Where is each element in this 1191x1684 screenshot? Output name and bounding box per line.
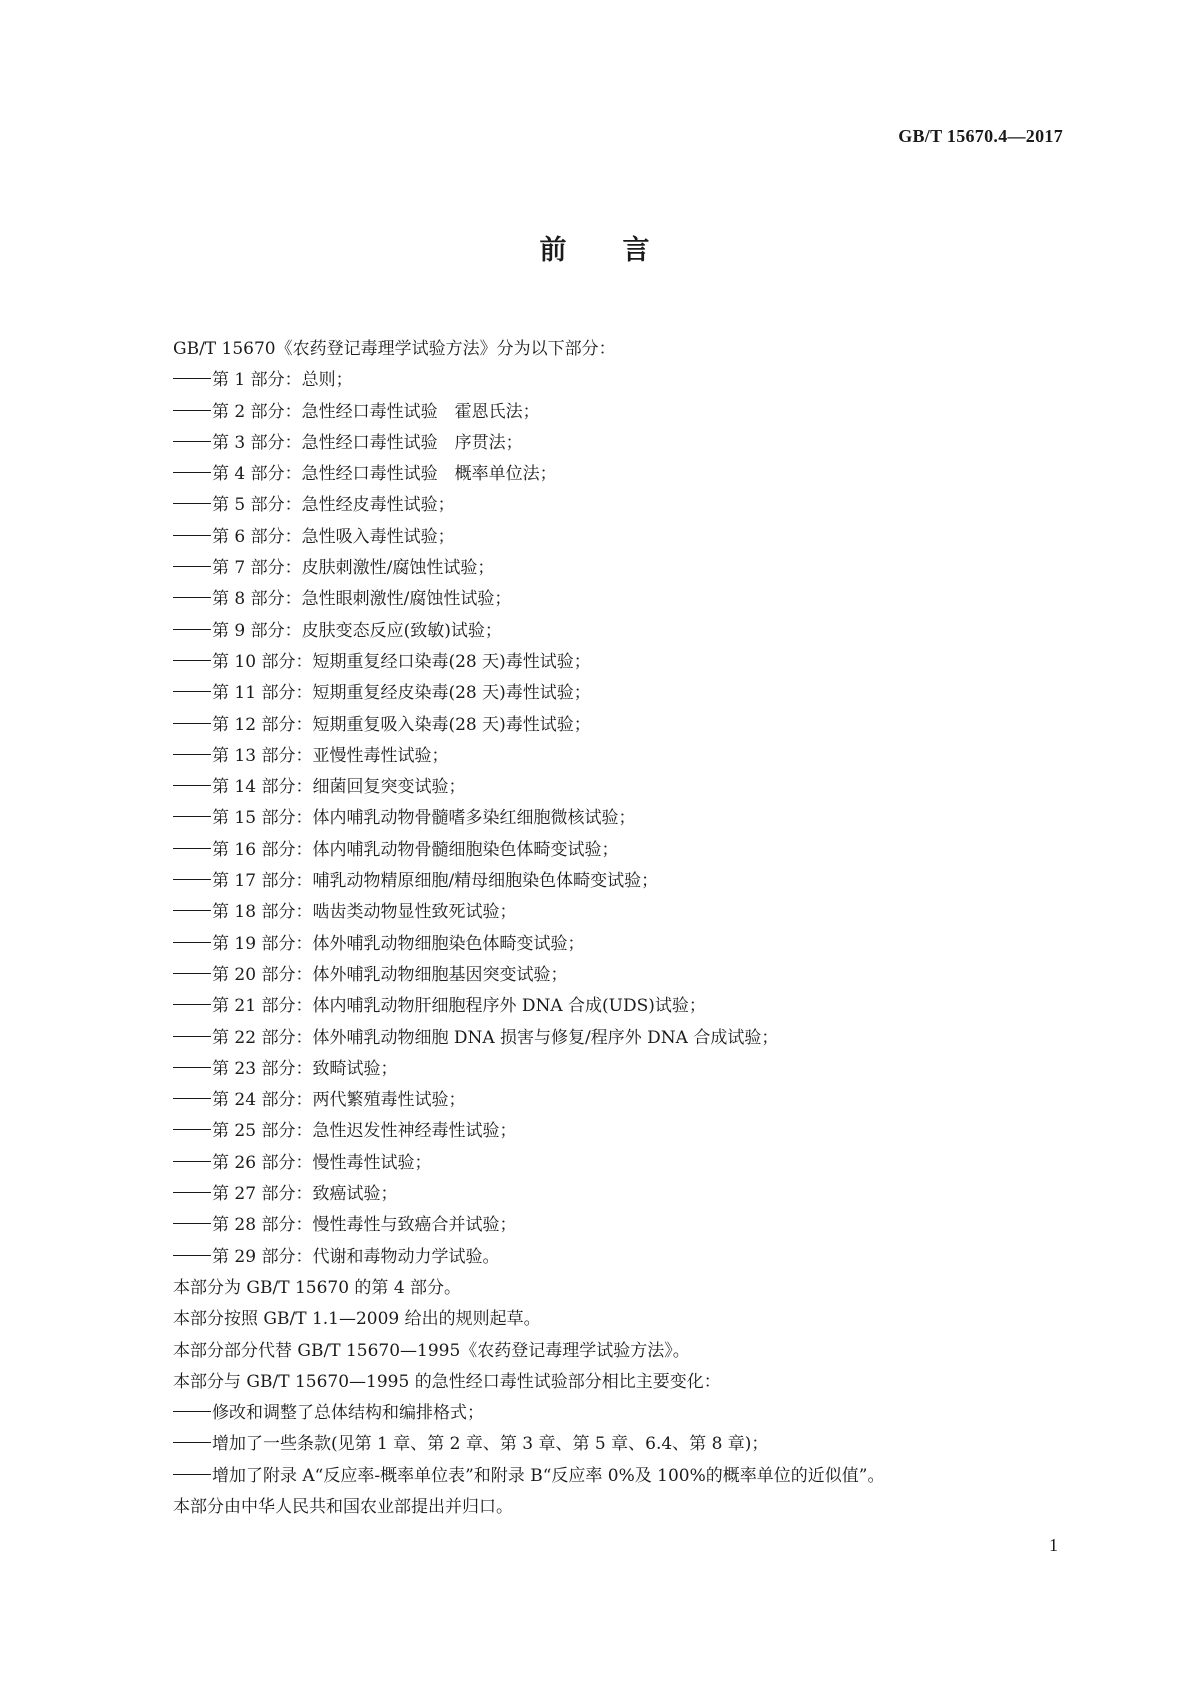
part-item: 第 24 部分：两代繁殖毒性试验； <box>173 1085 1063 1116</box>
dash-mark <box>173 1255 211 1256</box>
part-item: 第 20 部分：体外哺乳动物细胞基因突变试验； <box>173 960 1063 991</box>
dash-mark <box>173 910 211 911</box>
dash-mark <box>173 410 211 411</box>
part-item: 第 15 部分：体内哺乳动物骨髓嗜多染红细胞微核试验； <box>173 803 1063 834</box>
statement-part-number: 本部分为 GB/T 15670 的第 4 部分。 <box>173 1277 462 1298</box>
part-item: 第 12 部分：短期重复吸入染毒(28 天)毒性试验； <box>173 710 1063 741</box>
part-item: 第 27 部分：致癌试验； <box>173 1179 1063 1210</box>
change-item: 增加了一些条款(见第 1 章、第 2 章、第 3 章、第 5 章、6.4、第 8 章)； <box>173 1429 1063 1460</box>
part-item: 第 16 部分：体内哺乳动物骨髓细胞染色体畸变试验； <box>173 835 1063 866</box>
part-item: 第 25 部分：急性迟发性神经毒性试验； <box>173 1116 1063 1147</box>
dash-mark <box>173 1442 211 1443</box>
part-item: 第 26 部分：慢性毒性试验； <box>173 1148 1063 1179</box>
dash-mark <box>173 503 211 504</box>
page-number: 1 <box>1049 1535 1058 1555</box>
dash-mark <box>173 1004 211 1005</box>
dash-mark <box>173 441 211 442</box>
header-standard-code: GB/T 15670.4—2017 <box>898 126 1063 146</box>
part-item: 第 7 部分：皮肤刺激性/腐蚀性试验； <box>173 553 1063 584</box>
part-item: 第 5 部分：急性经皮毒性试验； <box>173 490 1063 521</box>
part-item: 第 3 部分：急性经口毒性试验 序贯法； <box>173 428 1063 459</box>
part-item: 第 4 部分：急性经口毒性试验 概率单位法； <box>173 459 1063 490</box>
part-item: 第 8 部分：急性眼刺激性/腐蚀性试验； <box>173 584 1063 615</box>
dash-mark <box>173 1411 211 1412</box>
dash-mark <box>173 1223 211 1224</box>
part-item: 第 2 部分：急性经口毒性试验 霍恩氏法； <box>173 397 1063 428</box>
dash-mark <box>173 1067 211 1068</box>
title-char-1: 前 <box>539 235 569 266</box>
closing-statement: 本部分由中华人民共和国农业部提出并归口。 <box>173 1496 513 1517</box>
dash-mark <box>173 629 211 630</box>
dash-mark <box>173 1129 211 1130</box>
dash-mark <box>173 973 211 974</box>
foreword-content <box>173 334 1063 1523</box>
statement-changes-intro: 本部分与 GB/T 15670—1995 的急性经口毒性试验部分相比主要变化： <box>173 1371 721 1392</box>
dash-mark <box>173 848 211 849</box>
dash-mark <box>173 942 211 943</box>
dash-mark <box>173 723 211 724</box>
part-item: 第 11 部分：短期重复经皮染毒(28 天)毒性试验； <box>173 678 1063 709</box>
part-item: 第 13 部分：亚慢性毒性试验； <box>173 741 1063 772</box>
dash-mark <box>173 1474 211 1475</box>
part-item: 第 29 部分：代谢和毒物动力学试验。 <box>173 1242 1063 1273</box>
change-item: 增加了附录 A“反应率-概率单位表”和附录 B“反应率 0%及 100%的概率单位的近似值”。 <box>173 1461 1063 1492</box>
intro-paragraph: GB/T 15670《农药登记毒理学试验方法》分为以下部分： <box>173 339 616 359</box>
statement-replaces: 本部分部分代替 GB/T 15670—1995《农药登记毒理学试验方法》。 <box>173 1340 690 1361</box>
dash-mark <box>173 378 211 379</box>
part-item: 第 19 部分：体外哺乳动物细胞染色体畸变试验； <box>173 929 1063 960</box>
part-item: 第 22 部分：体外哺乳动物细胞 DNA 损害与修复/程序外 DNA 合成试验； <box>173 1023 1063 1054</box>
dash-mark <box>173 754 211 755</box>
dash-mark <box>173 1036 211 1037</box>
page-title <box>0 228 1191 267</box>
dash-mark <box>173 785 211 786</box>
dash-mark <box>173 660 211 661</box>
part-item: 第 28 部分：慢性毒性与致癌合并试验； <box>173 1210 1063 1241</box>
dash-mark <box>173 535 211 536</box>
part-item: 第 10 部分：短期重复经口染毒(28 天)毒性试验； <box>173 647 1063 678</box>
part-item: 第 1 部分：总则； <box>173 365 1063 396</box>
dash-mark <box>173 691 211 692</box>
statement-drafting-rules: 本部分按照 GB/T 1.1—2009 给出的规则起草。 <box>173 1309 541 1330</box>
dash-mark <box>173 1192 211 1193</box>
dash-mark <box>173 1098 211 1099</box>
part-item: 第 23 部分：致畸试验； <box>173 1054 1063 1085</box>
dash-mark <box>173 597 211 598</box>
part-item: 第 6 部分：急性吸入毒性试验； <box>173 522 1063 553</box>
part-item: 第 14 部分：细菌回复突变试验； <box>173 772 1063 803</box>
dash-mark <box>173 1161 211 1162</box>
change-item: 修改和调整了总体结构和编排格式； <box>173 1398 1063 1429</box>
dash-mark <box>173 566 211 567</box>
part-item: 第 17 部分：哺乳动物精原细胞/精母细胞染色体畸变试验； <box>173 866 1063 897</box>
dash-mark <box>173 879 211 880</box>
title-char-2: 言 <box>622 235 652 266</box>
dash-mark <box>173 816 211 817</box>
part-item: 第 21 部分：体内哺乳动物肝细胞程序外 DNA 合成(UDS)试验； <box>173 991 1063 1022</box>
part-item: 第 9 部分：皮肤变态反应(致敏)试验； <box>173 616 1063 647</box>
dash-mark <box>173 472 211 473</box>
part-item: 第 18 部分：啮齿类动物显性致死试验； <box>173 897 1063 928</box>
